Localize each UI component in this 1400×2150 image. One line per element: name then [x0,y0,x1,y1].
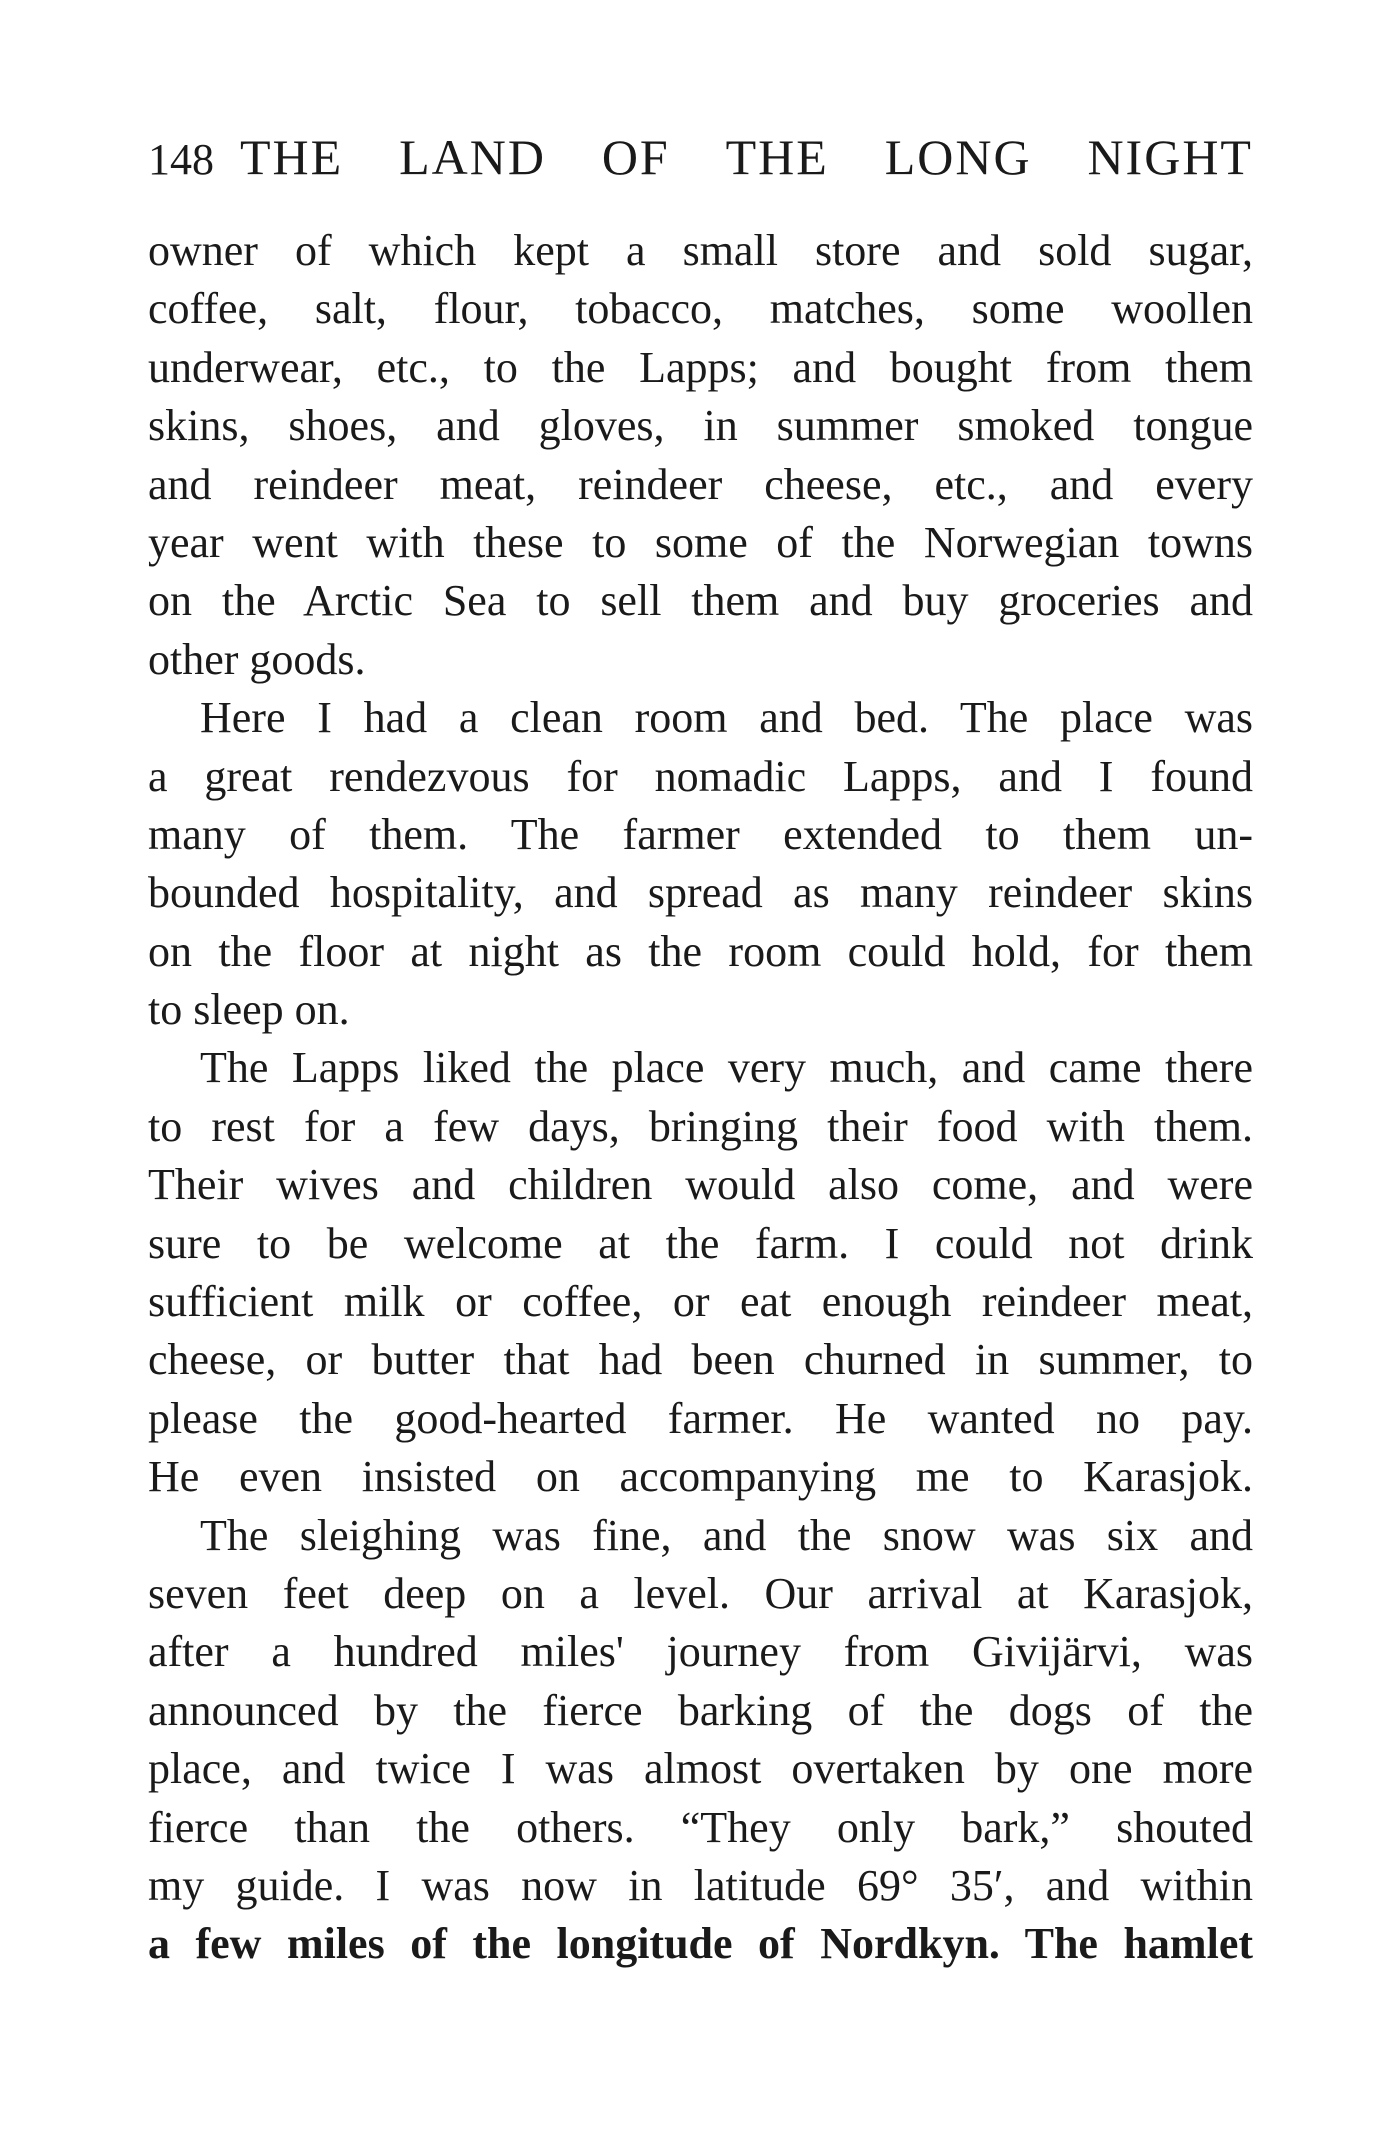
text-line: and reindeer meat, reindeer cheese, etc., and every [148,459,1253,509]
text-line: cheese, or butter that had been churned in summer, to [148,1335,1253,1385]
text-line: Their wives and children would also come, and were [148,1160,1253,1210]
running-title-word: NIGHT [1087,129,1253,185]
text-line: sure to be welcome at the farm. I could not drink [148,1218,1253,1268]
body-text [148,222,1253,1974]
text-line: underwear, etc., to the Lapps; and bought from them [148,342,1253,392]
text-line: bounded hospitality, and spread as many reindeer skins [148,868,1253,918]
text-line: announced by the fierce barking of the dogs of the [148,1685,1253,1735]
text-line: owner of which kept a small store and sold sugar, [148,226,1253,275]
text-line: place, and twice I was almost overtaken by one more [148,1744,1253,1794]
text-line: on the floor at night as the room could hold, for them [148,926,1253,976]
text-line: after a hundred miles' journey from Givijärvi, was [148,1627,1253,1677]
text-line: The sleighing was fine, and the snow was six and [200,1510,1253,1560]
text-line: Here I had a clean room and bed. The place was [200,693,1253,743]
text-line: sufficient milk or coffee, or eat enough reindeer meat, [148,1277,1253,1327]
text-line: coffee, salt, flour, tobacco, matches, some woollen [148,284,1253,334]
running-head [148,128,1253,188]
text-line: please the good-hearted farmer. He wanted no pay. [148,1393,1253,1443]
text-line: skins, shoes, and gloves, in summer smoked tongue [148,401,1253,451]
running-title [240,128,1253,186]
running-title-word: LONG [884,129,1032,185]
running-title-word: LAND [399,129,546,185]
text-line: fierce than the others. “They only bark,” shouted [148,1802,1253,1852]
text-line: to rest for a few days, bringing their food with them. [148,1101,1253,1151]
text-line: on the Arctic Sea to sell them and buy groceries and [148,576,1253,626]
text-line: seven feet deep on a level. Our arrival at Karasjok, [148,1568,1253,1618]
text-line: to sleep on. [148,985,350,1035]
text-line: a great rendezvous for nomadic Lapps, and I found [148,751,1253,801]
text-line: He even insisted on accompanying me to Karasjok. [148,1452,1253,1502]
running-title-word: OF [601,129,670,185]
text-line: year went with these to some of the Norwegian towns [148,517,1253,567]
running-title-word: THE [240,129,344,185]
running-title-word: THE [725,129,829,185]
text-line: The Lapps liked the place very much, and came there [200,1043,1253,1093]
page-number: 148 [148,135,214,184]
text-line: other goods. [148,634,366,684]
text-line: a few miles of the longitude of Nordkyn. The hamlet [148,1919,1253,1969]
text-line: many of them. The farmer extended to them un- [148,809,1253,859]
text-line: my guide. I was now in latitude 69° 35′, and within [148,1860,1253,1910]
